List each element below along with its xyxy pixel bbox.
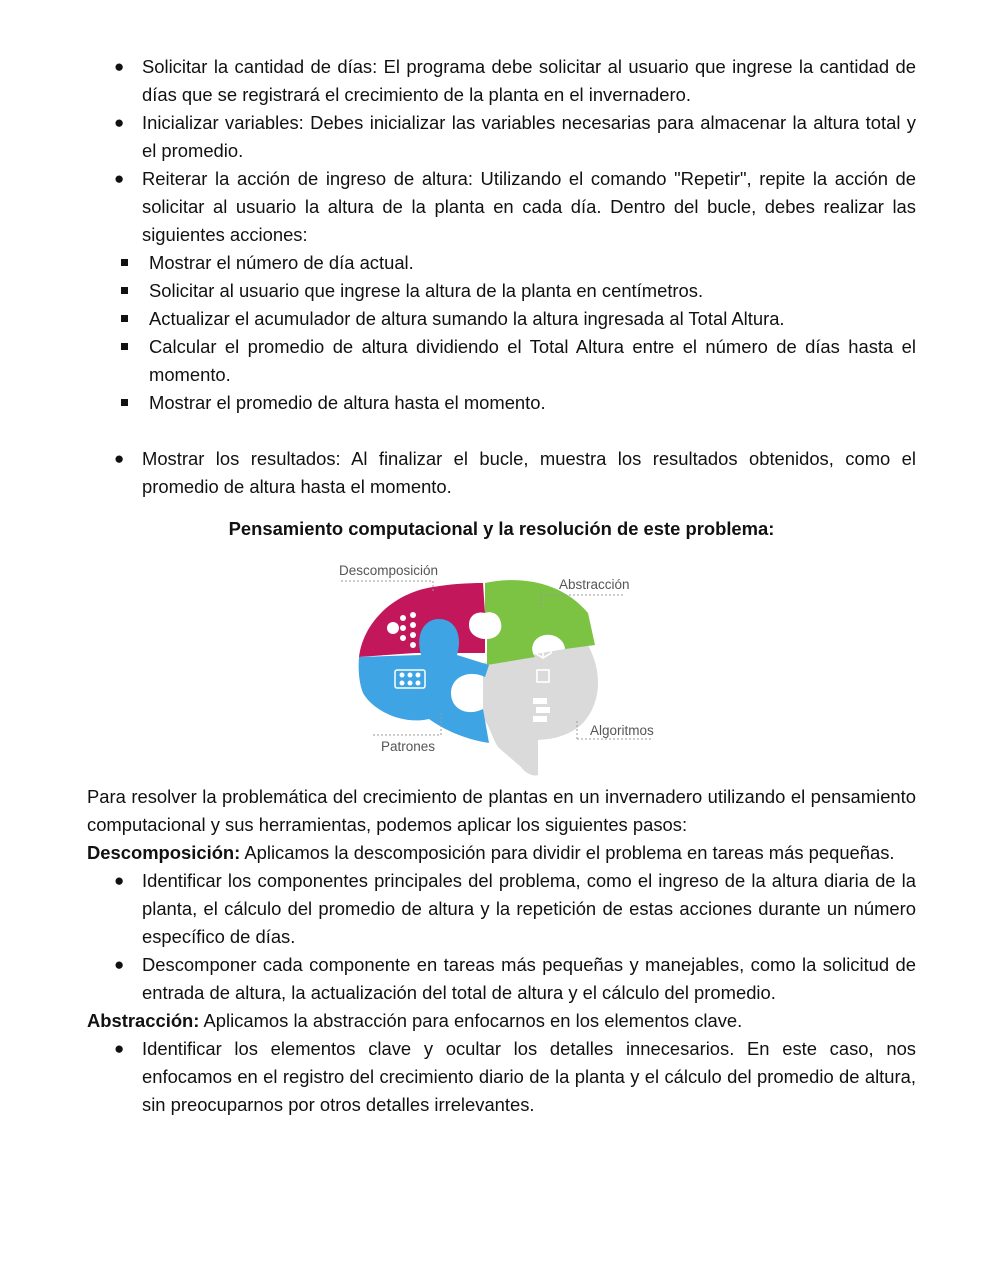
- abstraccion-label: Abstracción: [559, 577, 630, 592]
- list-item-text: Identificar los componentes principales del problema, como el ingreso de la altura diaria de la planta, el cálculo del promedio de altura y la repetición de estas acciones durante un número específico de días.: [142, 870, 916, 947]
- bullet-icon: ●: [114, 169, 125, 188]
- bullet-icon: ●: [114, 57, 125, 76]
- descomposicion-heading: Descomposición:: [87, 842, 241, 863]
- bullet-icon: ●: [114, 955, 125, 974]
- list-item-text: Mostrar los resultados: Al finalizar el bucle, muestra los resultados obtenidos, como el promedio de altura hasta el momento.: [142, 448, 916, 497]
- bullet-icon: ●: [114, 449, 125, 468]
- sublist-item: [118, 277, 916, 305]
- descomposicion-label: Descomposición: [339, 563, 439, 578]
- sublist-item: [118, 333, 916, 389]
- cube-icon: [535, 638, 551, 658]
- bullet-icon: ●: [114, 113, 125, 132]
- sublist-item: [118, 249, 916, 277]
- list-item-text: Descomponer cada componente en tareas más pequeñas y manejables, como la solicitud de entrada de altura, la actualización del total de altura y el cálculo del promedio.: [142, 954, 916, 1003]
- patrones-label: Patrones: [381, 739, 436, 754]
- sublist-item-text: Mostrar el promedio de altura hasta el momento.: [149, 392, 546, 413]
- bullet-icon: ●: [114, 871, 125, 890]
- descomposicion-list: [87, 867, 916, 1007]
- results-list: [87, 445, 916, 501]
- bullet-icon: ●: [114, 1039, 125, 1058]
- square-bullet-icon: [121, 315, 128, 322]
- loop-actions-sublist: [118, 249, 916, 417]
- document-body: [87, 53, 916, 1119]
- square-bullet-icon: [121, 259, 128, 266]
- steps-list: [87, 53, 916, 417]
- abstraccion-heading: Abstracción:: [87, 1010, 200, 1031]
- section-title: Pensamiento computacional y la resolución de este problema:: [228, 518, 775, 539]
- square-bullet-icon: [121, 399, 128, 406]
- list-item-text: Solicitar la cantidad de días: El programa debe solicitar al usuario que ingrese la cantidad de días que se registrará el crecimiento de la planta en el invernadero.: [142, 56, 916, 105]
- square-bullet-icon: [121, 287, 128, 294]
- intro-paragraph: Para resolver la problemática del crecimiento de plantas en un invernadero utilizando el pensamiento computacional y sus herramientas, podemos aplicar los siguientes pasos:: [87, 786, 916, 835]
- sublist-item-text: Calcular el promedio de altura dividiendo el Total Altura entre el número de días hasta el momento.: [149, 336, 916, 385]
- list-item-text: Reiterar la acción de ingreso de altura: Utilizando el comando "Repetir", repite la acción de solicitar al usuario la altura de la planta en cada día. Dentro del bucle, debes realizar las siguientes acciones:: [142, 168, 916, 245]
- sublist-item-text: Mostrar el número de día actual.: [149, 252, 414, 273]
- list-item: [87, 109, 916, 165]
- list-item: [87, 445, 916, 501]
- abstraccion-list: [87, 1035, 916, 1119]
- abstraccion-text: Aplicamos la abstracción para enfocarnos en los elementos clave.: [199, 1010, 743, 1031]
- brain-puzzle-illustration: [333, 553, 673, 779]
- square-bullet-icon: [121, 343, 128, 350]
- abstraccion-paragraph: [87, 1007, 916, 1035]
- sublist-item-text: Solicitar al usuario que ingrese la altura de la planta en centímetros.: [149, 280, 704, 301]
- list-item: [87, 53, 916, 109]
- list-item-text: Inicializar variables: Debes inicializar las variables necesarias para almacenar la altura total y el promedio.: [142, 112, 916, 161]
- computational-thinking-figure: [87, 553, 916, 783]
- list-item: [87, 867, 916, 951]
- algoritmos-label: Algoritmos: [590, 723, 654, 738]
- sublist-item: [118, 305, 916, 333]
- sublist-item: [118, 389, 916, 417]
- list-item: [87, 951, 916, 1007]
- descomposicion-text: Aplicamos la descomposición para dividir el problema en tareas más pequeñas.: [240, 842, 895, 863]
- list-item-text: Identificar los elementos clave y ocultar los detalles innecesarios. En este caso, nos enfocamos en el registro del crecimiento diario de la planta y el cálculo del promedio de altura, sin preocuparnos por otros detalles irrelevantes.: [142, 1038, 916, 1115]
- list-item: [87, 165, 916, 417]
- descomposicion-paragraph: [87, 839, 916, 867]
- list-item: [87, 1035, 916, 1119]
- sublist-item-text: Actualizar el acumulador de altura sumando la altura ingresada al Total Altura.: [149, 308, 785, 329]
